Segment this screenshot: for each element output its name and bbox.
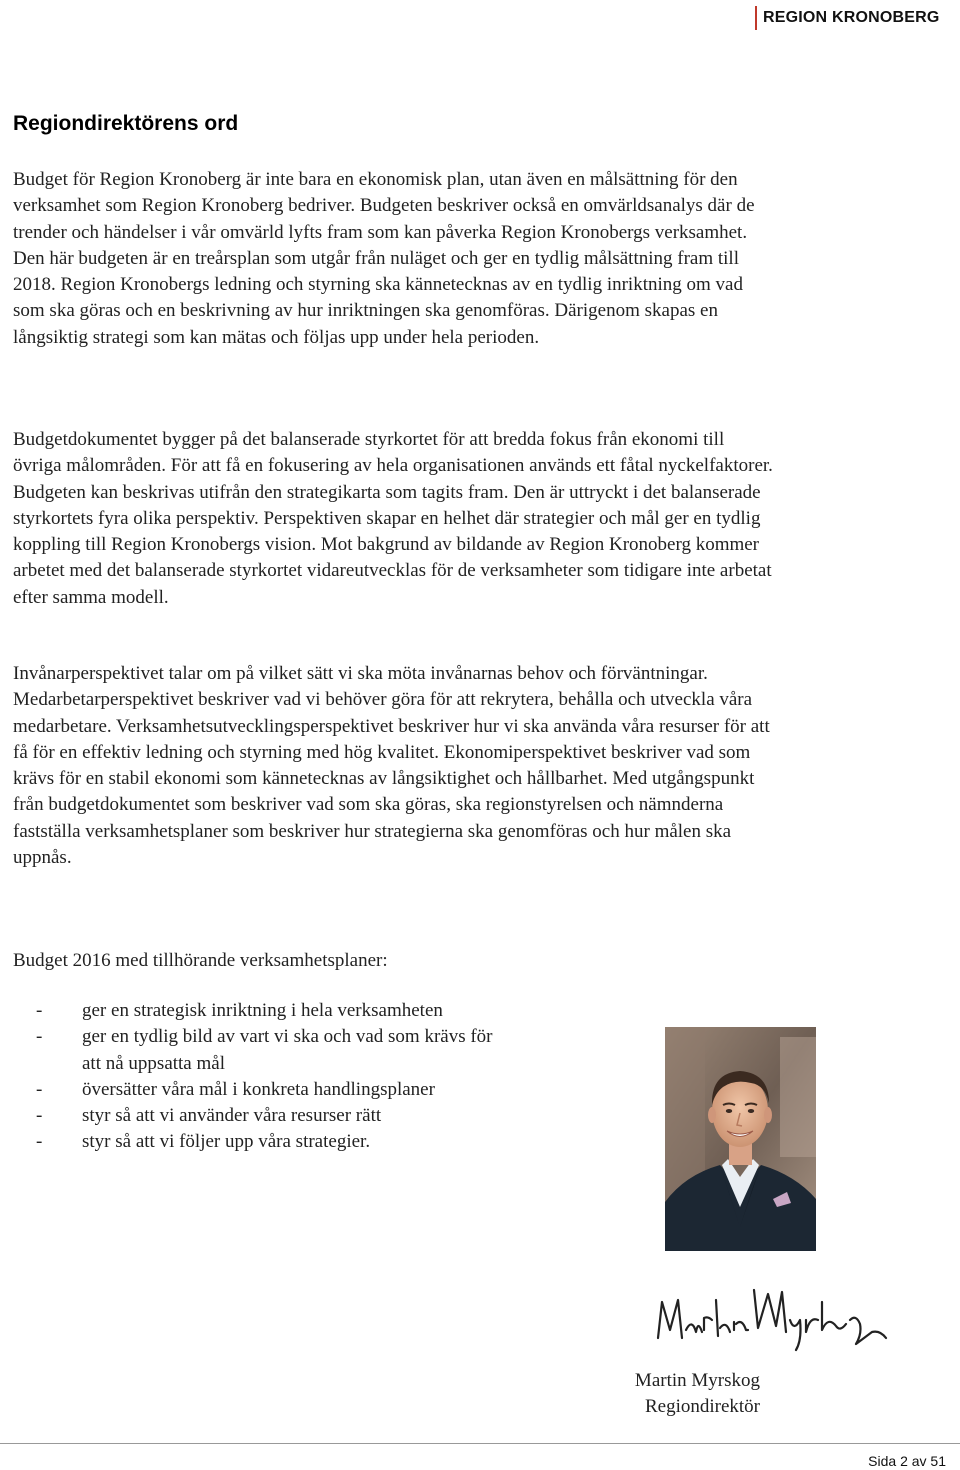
paragraph-intro: Budget för Region Kronoberg är inte bara en ekonomisk plan, utan även en målsättning för den verksamhet som Region Kronoberg bedriver. Budgeten beskriver också en omvärldsanalys där de trender och händelser i vår omvärld lyfts fram som kan påverka Region Kronobergs verksamhet. Den här budgeten är en treårsplan som utgår från nuläget och ger en tydlig målsättning fram till 2018. Region Kronobergs ledning och styrning ska kännetecknas av en tydlig inriktning om vad som ska göras och en beskrivning av hur inriktningen ska genomföras. Därigenom skapas en långsiktig strategi som kan mätas och följas upp under hela perioden. — [13, 169, 755, 348]
list-item — [13, 998, 573, 1024]
bullet-dash: - — [36, 1105, 43, 1127]
handwritten-signature — [650, 1280, 900, 1360]
portrait-illustration — [665, 1027, 816, 1251]
footer-divider — [0, 1443, 960, 1444]
list-item-text: styr så att vi använder våra resurser rätt — [82, 1105, 382, 1127]
page-title: Regiondirektörens ord — [13, 112, 239, 135]
header-brand: REGION KRONOBERG — [763, 9, 940, 26]
bullet-dash: - — [36, 1000, 43, 1021]
list-item — [13, 1077, 573, 1103]
list-item — [13, 1129, 573, 1155]
bullet-dash: - — [36, 1131, 43, 1153]
header-accent-bar — [755, 6, 757, 30]
list-item — [13, 1024, 573, 1077]
bullet-list — [13, 998, 573, 1156]
list-item-text: översätter våra mål i konkreta handlingsplaner — [82, 1078, 435, 1100]
list-item-text: ger en strategisk inriktning i hela verksamheten — [82, 1000, 443, 1021]
portrait-photo — [665, 1027, 816, 1251]
list-item-text: ger en tydlig bild av vart vi ska och vad som krävs för att nå uppsatta mål — [82, 1026, 493, 1074]
page-header — [0, 0, 960, 40]
list-item-text: styr så att vi följer upp våra strategier. — [82, 1131, 371, 1153]
paragraph-scorecard: Budgetdokumentet bygger på det balanserade styrkortet för att bredda fokus från ekonomi till övriga målområden. För att få en fokusering av hela organisationen används ett fåtal nyckelfaktorer. Budgeten kan beskrivas utifrån den strategikarta som tagits fram. Den är uttryckt i det balanserade styrkortets fyra olika perspektiv. Perspektiven skapar en helhet där strategier och mål ger en tydlig koppling till Region Kronobergs vision. Mot bakgrund av bildande av Region Kronoberg kommer arbetet med det balanserade styrkortet vidareutvecklas för de verksamheter som tidigare inte arbetat efter samma modell. — [13, 429, 773, 608]
bullet-dash: - — [36, 1026, 43, 1048]
page-number: Sida 2 av 51 — [868, 1453, 946, 1469]
paragraph-perspectives: Invånarperspektivet talar om på vilket sätt vi ska möta invånarnas behov och förväntningar. Medarbetarperspektivet beskriver vad vi behöver göra för att rekrytera, behålla och utveckla våra medarbetare. Verksamhetsutvecklingsperspektivet beskriver hur vi ska använda våra resurser för att få för en effektiv ledning och styrning med hög kvalitet. Ekonomiperspektivet beskriver vad som krävs för en stabil ekonomi som kännetecknas av långsiktighet och hållbarhet. Med utgångspunkt från budgetdokumentet som beskriver vad som ska göras, ska regionstyrelsen och nämnderna fastställa verksamhetsplaner som beskriver hur strategierna ska genomföras och hur målen ska uppnås. — [13, 663, 770, 869]
signatory-title: Regiondirektör — [644, 1396, 760, 1417]
bullet-dash: - — [36, 1078, 43, 1100]
signature-graphic — [650, 1280, 900, 1360]
signatory-name: Martin Myrskog — [634, 1370, 760, 1391]
paragraph-list-intro: Budget 2016 med tillhörande verksamhetsplaner: — [13, 950, 388, 971]
list-item — [13, 1103, 573, 1129]
